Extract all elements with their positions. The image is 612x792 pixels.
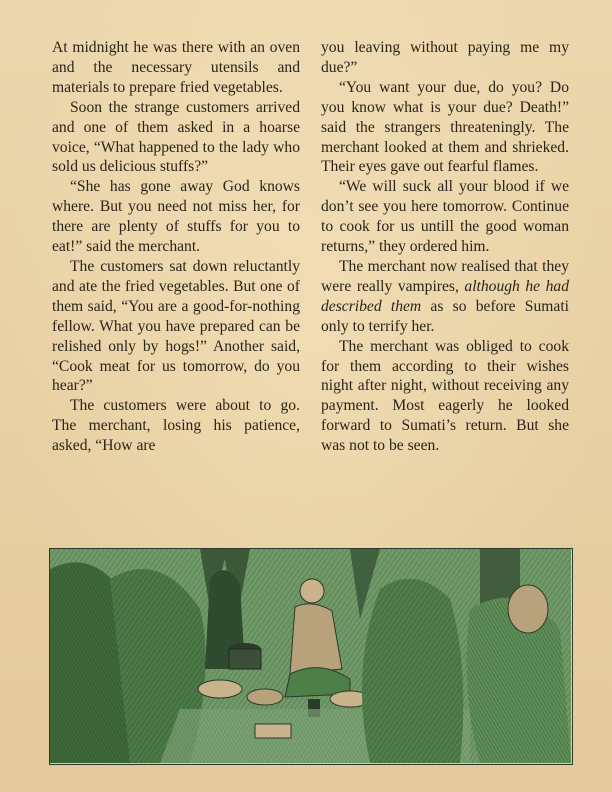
tray-icon [255, 724, 291, 738]
paragraph-text: The merchant now realised that they were really vampires, [321, 257, 569, 295]
paragraph-text: as so before Sumati only to terrify her. [321, 297, 569, 335]
paragraph: The merchant was obliged to cook for them according to their wishes night after night, without receiving any payment. Most eagerly he looked forward to Sumati’s return. But she was not to be seen. [321, 337, 569, 455]
italic-text: although he had described them [321, 277, 569, 315]
paragraph: “You want your due, do you? Do you know what is your due? Death!” said the strangers threateningly. The merchant looked at them and shrieked. Their eyes gave out fearful flames. [321, 78, 569, 176]
pot-icon [229, 649, 261, 669]
vampire-face [508, 585, 548, 633]
paragraph: The customers sat down reluctantly and ate the fried vegetables. But one of them said, “You are a good-for-nothing fellow. What you have prepared can be relished only by hogs!” Another said, “Cook meat for us tomorrow, do you hear?” [52, 257, 300, 395]
left-text-column [52, 38, 300, 456]
paragraph [321, 257, 569, 337]
right-text-column [321, 38, 569, 456]
bowl-icon [198, 680, 242, 698]
paragraph: The customers were about to go. The merchant, losing his patience, asked, “How are [52, 397, 300, 455]
merchant-head [300, 579, 324, 603]
paragraph: Soon the strange customers arrived and one of them asked in a hoarse voice, “What happened to the lady who sold us delicious stuffs?” [52, 98, 300, 176]
bowl-icon [247, 689, 283, 705]
illustration-drawing [50, 549, 571, 763]
paragraph: “We will suck all your blood if we don’t see you here tomorrow. Continue to cook for us untill the good woman returns,” they ordered him. [321, 178, 569, 256]
paragraph: you leaving without paying me my due?” [321, 39, 569, 76]
paragraph: At midnight he was there with an oven and the necessary utensils and materials to prepare fried vegetables. [52, 39, 300, 96]
paragraph: “She has gone away God knows where. But you need not miss her, for there are plenty of stuffs for you to eat!” said the merchant. [52, 178, 300, 256]
story-illustration [49, 548, 573, 765]
